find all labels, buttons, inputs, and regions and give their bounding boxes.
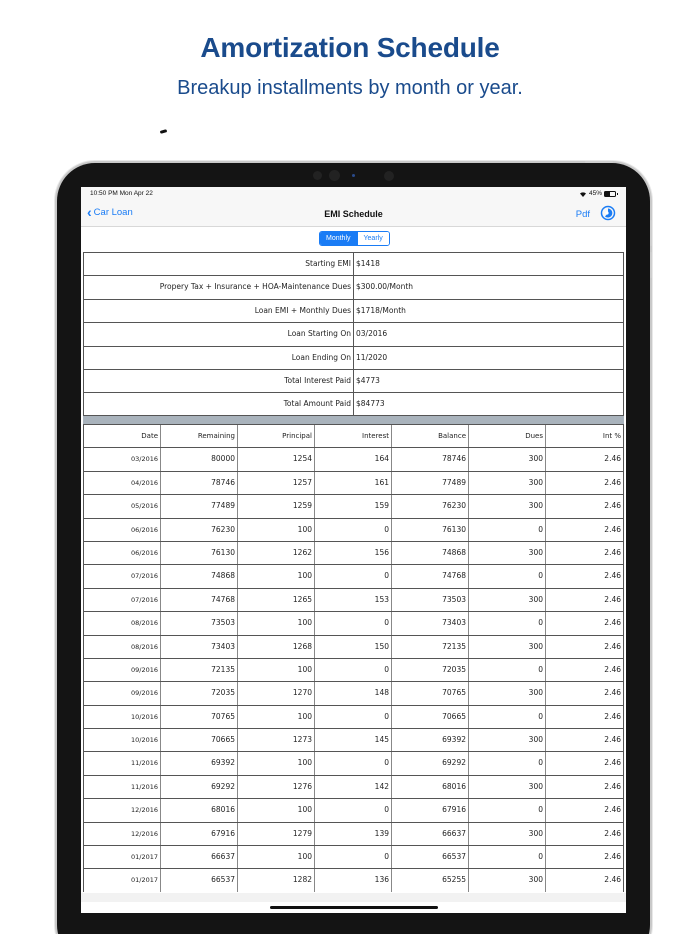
summary-label: Loan Ending On: [84, 347, 354, 369]
section-divider: [83, 416, 624, 424]
cell-principal: 100: [238, 752, 315, 774]
volume-button: [650, 252, 652, 278]
table-header-row: [84, 424, 623, 447]
cell-date: 09/2016: [84, 682, 161, 704]
summary-label: Starting EMI: [84, 253, 354, 275]
loan-summary-table: [83, 252, 624, 416]
cell-date: 06/2016: [84, 519, 161, 541]
table-row: [84, 798, 623, 821]
app-screen: [81, 187, 626, 913]
cell-balance: 70665: [392, 706, 469, 728]
cell-dues: 0: [469, 752, 546, 774]
status-right: [579, 190, 616, 197]
camera-indicator: [352, 174, 355, 177]
column-header-principal: Principal: [238, 425, 315, 447]
cell-balance: 76130: [392, 519, 469, 541]
cell-principal: 1254: [238, 448, 315, 470]
page-title: EMI Schedule: [324, 209, 383, 219]
cell-interest: 145: [315, 729, 392, 751]
cell-remaining: 69292: [161, 776, 238, 798]
cell-int-pct: 2.46: [604, 735, 621, 745]
cell-balance: 69292: [392, 752, 469, 774]
cell-principal: 100: [238, 799, 315, 821]
battery-percent: 45%: [588, 190, 602, 197]
cell-remaining: 77489: [161, 495, 238, 517]
cell-principal: 100: [238, 519, 315, 541]
cell-balance: 73403: [392, 612, 469, 634]
cell-principal: 1268: [238, 636, 315, 658]
cell-dues: 0: [469, 846, 546, 868]
cell-remaining: 73403: [161, 636, 238, 658]
cell-remaining: 69392: [161, 752, 238, 774]
column-header-remaining: Remaining: [161, 425, 238, 447]
cell-date: 10/2016: [84, 729, 161, 751]
cell-balance: 69392: [392, 729, 469, 751]
cell-principal: 1270: [238, 682, 315, 704]
cell-dues: 0: [469, 519, 546, 541]
cell-remaining: 73503: [161, 612, 238, 634]
summary-value: 11/2020: [356, 352, 388, 362]
cell-principal: 100: [238, 565, 315, 587]
cell-principal: 1257: [238, 472, 315, 494]
cell-balance: 66637: [392, 823, 469, 845]
summary-row: [84, 252, 623, 275]
cell-balance: 77489: [392, 472, 469, 494]
back-label: Car Loan: [93, 206, 133, 218]
table-row: [84, 447, 623, 470]
cell-date: 01/2017: [84, 846, 161, 868]
cell-interest: 0: [315, 706, 392, 728]
cell-interest: 139: [315, 823, 392, 845]
camera-sensor: [384, 171, 394, 181]
cell-balance: 73503: [392, 589, 469, 611]
cell-dues: 300: [469, 589, 546, 611]
camera-sensor: [313, 171, 322, 180]
navigation-bar: [81, 201, 626, 227]
table-row: [84, 658, 623, 681]
cell-dues: 0: [469, 565, 546, 587]
summary-row: [84, 322, 623, 345]
table-row: [84, 494, 623, 517]
cell-principal: 1279: [238, 823, 315, 845]
cell-balance: 68016: [392, 776, 469, 798]
summary-label: Propery Tax + Insurance + HOA-Maintenance Dues: [84, 276, 354, 298]
cell-interest: 0: [315, 519, 392, 541]
cell-balance: 70765: [392, 682, 469, 704]
cell-interest: 156: [315, 542, 392, 564]
summary-label: Total Interest Paid: [84, 370, 354, 392]
cell-int-pct: 2.46: [604, 547, 621, 557]
table-row: [84, 822, 623, 845]
table-row: [84, 845, 623, 868]
cell-dues: 300: [469, 636, 546, 658]
cell-balance: 67916: [392, 799, 469, 821]
cell-date: 07/2016: [84, 565, 161, 587]
cell-dues: 0: [469, 612, 546, 634]
summary-value: $300.00/Month: [356, 282, 414, 292]
segment-monthly[interactable]: Monthly: [320, 232, 357, 245]
cell-principal: 1265: [238, 589, 315, 611]
cell-date: 06/2016: [84, 542, 161, 564]
cell-balance: 66537: [392, 846, 469, 868]
cell-date: 04/2016: [84, 472, 161, 494]
table-row: [84, 728, 623, 751]
cell-balance: 72135: [392, 636, 469, 658]
camera-lens: [329, 170, 340, 181]
cell-date: 11/2016: [84, 752, 161, 774]
period-segmented-control: [319, 231, 390, 246]
cell-dues: 0: [469, 706, 546, 728]
cell-remaining: 67916: [161, 823, 238, 845]
cell-interest: 0: [315, 612, 392, 634]
column-header-interest: Interest: [315, 425, 392, 447]
segment-yearly[interactable]: Yearly: [357, 232, 389, 245]
promo-title: Amortization Schedule: [200, 32, 500, 63]
cell-remaining: 70765: [161, 706, 238, 728]
cell-interest: 0: [315, 846, 392, 868]
cell-dues: 300: [469, 682, 546, 704]
cell-date: 08/2016: [84, 636, 161, 658]
summary-value: $84773: [356, 399, 385, 409]
cell-interest: 136: [315, 869, 392, 891]
amortization-table[interactable]: [83, 424, 624, 892]
cell-remaining: 74768: [161, 589, 238, 611]
cell-balance: 78746: [392, 448, 469, 470]
cell-interest: 142: [315, 776, 392, 798]
cell-int-pct: 2.46: [604, 641, 621, 651]
stray-mark: [160, 129, 168, 134]
promo-subtitle: Breakup installments by month or year.: [177, 77, 523, 99]
cell-balance: 65255: [392, 869, 469, 891]
chevron-left-icon: ‹: [87, 204, 92, 220]
table-row: [84, 471, 623, 494]
side-button-top: [585, 161, 613, 163]
cell-balance: 72035: [392, 659, 469, 681]
bottom-safe-area: [81, 893, 626, 902]
home-indicator[interactable]: [270, 906, 438, 909]
cell-date: 11/2016: [84, 776, 161, 798]
cell-int-pct: 2.46: [604, 688, 621, 698]
cell-interest: 153: [315, 589, 392, 611]
cell-remaining: 68016: [161, 799, 238, 821]
cell-remaining: 76130: [161, 542, 238, 564]
cell-int-pct: 2.46: [604, 781, 621, 791]
cell-balance: 76230: [392, 495, 469, 517]
cell-dues: 300: [469, 823, 546, 845]
wifi-icon: [579, 191, 587, 197]
cell-int-pct: 2.46: [604, 501, 621, 511]
cell-int-pct: 2.46: [604, 852, 621, 862]
cell-date: 01/2017: [84, 869, 161, 891]
table-row: [84, 751, 623, 774]
table-row: [84, 541, 623, 564]
volume-button: [650, 220, 652, 246]
cell-int-pct: 2.46: [604, 758, 621, 768]
table-row: [84, 681, 623, 704]
cell-balance: 74868: [392, 542, 469, 564]
table-row: [84, 775, 623, 798]
cell-int-pct: 2.46: [604, 664, 621, 674]
cell-interest: 159: [315, 495, 392, 517]
summary-value: 03/2016: [356, 329, 388, 339]
cell-interest: 0: [315, 799, 392, 821]
cell-dues: 0: [469, 659, 546, 681]
table-row: [84, 611, 623, 634]
cell-int-pct: 2.46: [604, 828, 621, 838]
cell-interest: 0: [315, 659, 392, 681]
cell-dues: 300: [469, 542, 546, 564]
cell-remaining: 74868: [161, 565, 238, 587]
cell-dues: 300: [469, 869, 546, 891]
cell-int-pct: 2.46: [604, 454, 621, 464]
table-row: [84, 705, 623, 728]
status-bar: [81, 187, 626, 201]
cell-remaining: 70665: [161, 729, 238, 751]
column-header-balance: Balance: [392, 425, 469, 447]
pdf-button[interactable]: Pdf: [575, 209, 590, 220]
cell-interest: 148: [315, 682, 392, 704]
summary-row: [84, 346, 623, 369]
cell-int-pct: 2.46: [604, 711, 621, 721]
cell-int-pct: 2.46: [604, 805, 621, 815]
cell-principal: 100: [238, 846, 315, 868]
summary-row: [84, 392, 623, 415]
cell-int-pct: 2.46: [604, 477, 621, 487]
cell-int-pct: 2.46: [604, 571, 621, 581]
cell-dues: 300: [469, 472, 546, 494]
column-header-dues: Dues: [469, 425, 546, 447]
cell-interest: 150: [315, 636, 392, 658]
summary-value: $1418: [356, 259, 380, 268]
cell-remaining: 72135: [161, 659, 238, 681]
cell-remaining: 76230: [161, 519, 238, 541]
cell-date: 05/2016: [84, 495, 161, 517]
cell-principal: 100: [238, 659, 315, 681]
cell-principal: 100: [238, 612, 315, 634]
table-row: [84, 635, 623, 658]
table-row: [84, 868, 623, 891]
cell-dues: 300: [469, 729, 546, 751]
cell-interest: 161: [315, 472, 392, 494]
cell-interest: 0: [315, 752, 392, 774]
battery-icon: [604, 191, 616, 197]
cell-principal: 1262: [238, 542, 315, 564]
cell-remaining: 80000: [161, 448, 238, 470]
cell-dues: 300: [469, 495, 546, 517]
summary-label: Loan Starting On: [84, 323, 354, 345]
cell-dues: 0: [469, 799, 546, 821]
cell-date: 07/2016: [84, 589, 161, 611]
cell-principal: 1259: [238, 495, 315, 517]
summary-label: Loan EMI + Monthly Dues: [84, 300, 354, 322]
column-header-date: Date: [84, 425, 161, 447]
cell-date: 10/2016: [84, 706, 161, 728]
cell-date: 03/2016: [84, 448, 161, 470]
cell-date: 08/2016: [84, 612, 161, 634]
cell-dues: 300: [469, 776, 546, 798]
summary-row: [84, 275, 623, 298]
cell-interest: 0: [315, 565, 392, 587]
status-time: 10:50 PM Mon Apr 22: [90, 190, 153, 197]
summary-value: $1718/Month: [356, 305, 406, 315]
cell-date: 12/2016: [84, 823, 161, 845]
cell-dues: 300: [469, 448, 546, 470]
cell-int-pct: 2.46: [604, 524, 621, 534]
cell-interest: 164: [315, 448, 392, 470]
table-row: [84, 564, 623, 587]
cell-remaining: 78746: [161, 472, 238, 494]
cell-int-pct: 2.46: [604, 875, 621, 885]
column-header-int-pct: Int %: [602, 432, 621, 440]
pie-chart-icon[interactable]: [600, 205, 616, 221]
cell-principal: 100: [238, 706, 315, 728]
cell-principal: 1276: [238, 776, 315, 798]
summary-row: [84, 299, 623, 322]
cell-int-pct: 2.46: [604, 618, 621, 628]
cell-int-pct: 2.46: [604, 594, 621, 604]
cell-date: 09/2016: [84, 659, 161, 681]
cell-remaining: 72035: [161, 682, 238, 704]
cell-remaining: 66637: [161, 846, 238, 868]
summary-row: [84, 369, 623, 392]
cell-principal: 1273: [238, 729, 315, 751]
cell-remaining: 66537: [161, 869, 238, 891]
summary-value: $4773: [356, 375, 380, 385]
cell-balance: 74768: [392, 565, 469, 587]
summary-label: Total Amount Paid: [84, 393, 354, 414]
table-row: [84, 588, 623, 611]
cell-principal: 1282: [238, 869, 315, 891]
table-row: [84, 518, 623, 541]
cell-date: 12/2016: [84, 799, 161, 821]
